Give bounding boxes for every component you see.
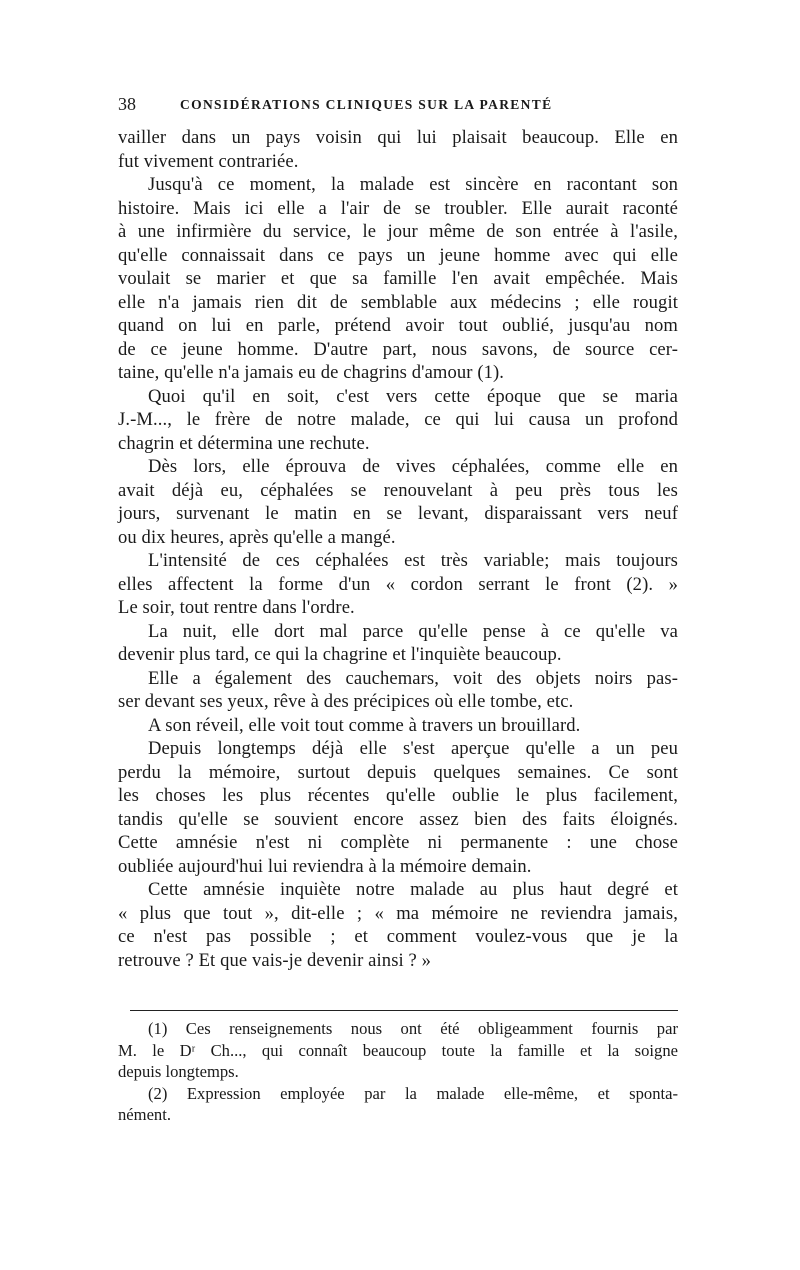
footnote-line: nément.	[118, 1105, 171, 1124]
text-line: elle n'a jamais rien dit de semblable aux médecins ; elle rougit	[118, 291, 678, 313]
page-header	[118, 92, 678, 118]
text-line: chagrin et détermina une rechute.	[118, 432, 370, 454]
page-number: 38	[118, 94, 136, 114]
text-line: de ce jeune homme. D'autre part, nous savons, de source cer-	[118, 338, 678, 360]
text-line: Jusqu'à ce moment, la malade est sincère en racontant son	[148, 174, 678, 195]
footnotes	[118, 1018, 678, 1126]
footnote-divider	[130, 1010, 678, 1011]
text-line: Quoi qu'il en soit, c'est vers cette époque que se maria	[148, 385, 678, 407]
body-text	[118, 126, 678, 972]
text-line: fut vivement contrariée.	[118, 150, 299, 172]
text-line: retrouve ? Et que vais-je devenir ainsi ? »	[118, 949, 432, 971]
text-line: vailler dans un pays voisin qui lui plaisait beaucoup. Elle en	[118, 127, 678, 148]
text-line: Dès lors, elle éprouva de vives céphalées, comme elle en	[148, 456, 678, 477]
footnote-line: depuis longtemps.	[118, 1062, 239, 1081]
text-line: à une infirmière du service, le jour même de son entrée à l'asile,	[118, 221, 678, 242]
text-line: taine, qu'elle n'a jamais eu de chagrins d'amour (1).	[118, 362, 505, 383]
running-title: CONSIDÉRATIONS CLINIQUES SUR LA PARENTÉ	[180, 97, 553, 112]
text-line: tandis qu'elle se souvient encore assez bien des faits éloignés.	[118, 808, 678, 830]
text-line: Depuis longtemps déjà elle s'est aperçue qu'elle a un peu	[148, 738, 678, 759]
footnote-line: (1) Ces renseignements nous ont été obligeamment fournis par	[148, 1019, 678, 1038]
text-line: Le soir, tout rentre dans l'ordre.	[118, 597, 355, 618]
text-line: jours, survenant le matin en se levant, disparaissant vers neuf	[118, 503, 678, 524]
footnote-line: (2) Expression employée par la malade elle-même, et sponta-	[148, 1083, 678, 1103]
text-line: avait déjà eu, céphalées se renouvelant à peu près tous les	[118, 479, 678, 501]
text-line: « plus que tout », dit-elle ; « ma mémoire ne reviendra jamais,	[118, 902, 678, 924]
text-line: perdu la mémoire, surtout depuis quelques semaines. Ce sont	[118, 761, 678, 783]
text-line: Elle a également des cauchemars, voit des objets noirs pas-	[148, 667, 678, 689]
text-line: Cette amnésie inquiète notre malade au plus haut degré et	[148, 879, 678, 900]
text-line: L'intensité de ces céphalées est très variable; mais toujours	[148, 550, 678, 571]
text-line: elles affectent la forme d'un « cordon serrant le front (2). »	[118, 573, 678, 595]
text-line: histoire. Mais ici elle a l'air de se troubler. Elle aurait raconté	[118, 197, 678, 219]
text-line: ou dix heures, après qu'elle a mangé.	[118, 526, 396, 548]
text-line: La nuit, elle dort mal parce qu'elle pense à ce qu'elle va	[148, 620, 678, 642]
text-line: ser devant ses yeux, rêve à des précipices où elle tombe, etc.	[118, 691, 574, 712]
text-line: voulait se marier et que sa famille l'en avait empêchée. Mais	[118, 268, 678, 289]
text-line: qu'elle connaissait dans ce pays un jeune homme avec qui elle	[118, 244, 678, 266]
text-line: A son réveil, elle voit tout comme à travers un brouillard.	[148, 714, 581, 736]
text-line: devenir plus tard, ce qui la chagrine et l'inquiète beaucoup.	[118, 644, 562, 665]
text-line: Cette amnésie n'est ni complète ni permanente : une chose	[118, 832, 678, 853]
text-line: J.-M..., le frère de notre malade, ce qui lui causa un profond	[118, 409, 678, 430]
text-line: ce n'est pas possible ; et comment voulez-vous que je la	[118, 926, 678, 947]
text-line: les choses les plus récentes qu'elle oublie le plus facilement,	[118, 785, 678, 806]
text-line: oubliée aujourd'hui lui reviendra à la mémoire demain.	[118, 855, 532, 877]
text-line: quand on lui en parle, prétend avoir tout oublié, jusqu'au nom	[118, 315, 678, 336]
footnote-line: M. le Dʳ Ch..., qui connaît beaucoup toute la famille et la soigne	[118, 1040, 678, 1060]
